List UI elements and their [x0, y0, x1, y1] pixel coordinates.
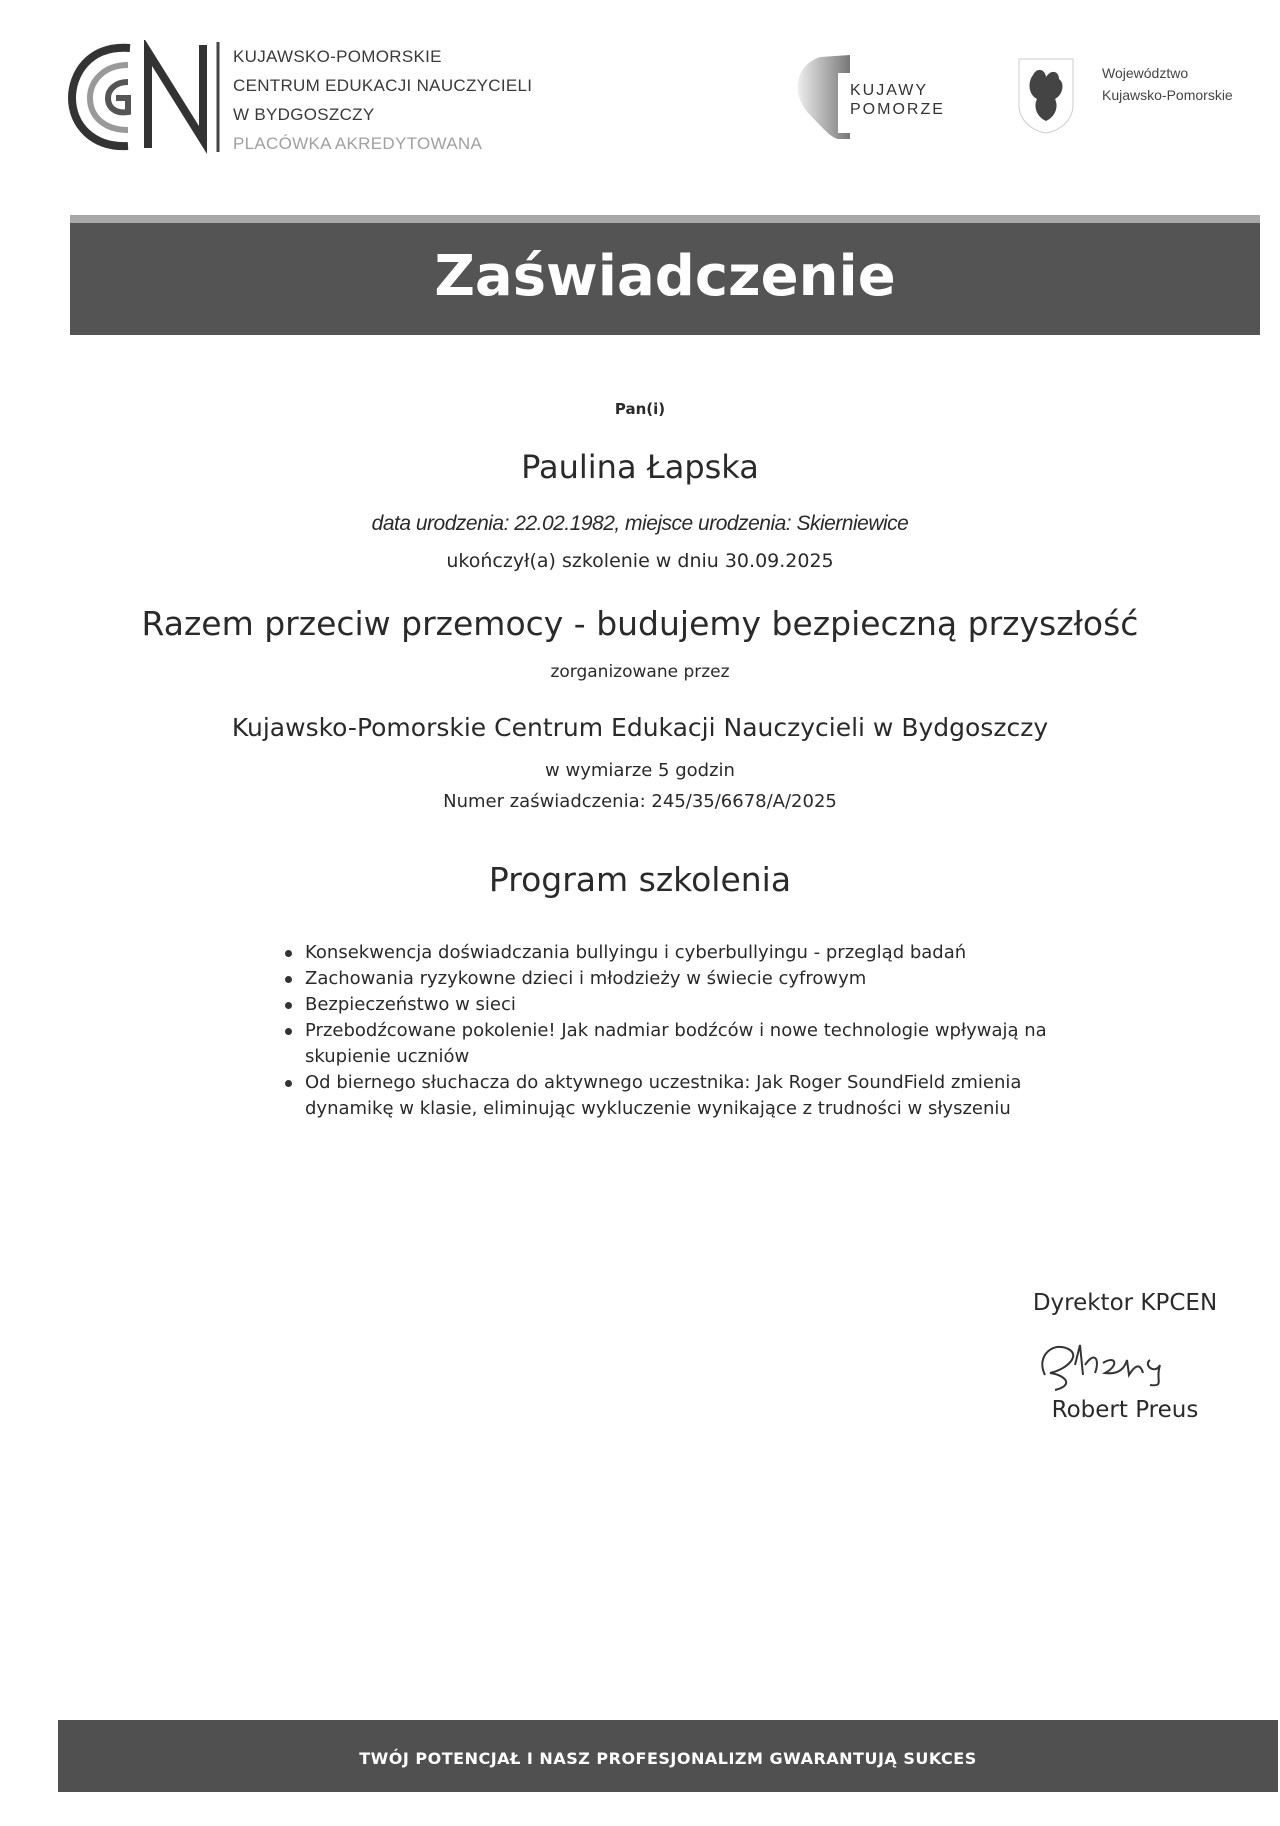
- list-item: Zachowania ryzykowne dzieci i młodzieży w świecie cyfrowym: [285, 966, 1065, 992]
- program-list: [285, 940, 1065, 1122]
- certificate-number: Numer zaświadczenia: 245/35/6678/A/2025: [443, 791, 837, 812]
- institution-line: W BYDGOSZCZY: [233, 105, 375, 124]
- cen-logo: [68, 40, 224, 155]
- voivodeship-crest-icon: [1015, 55, 1077, 135]
- organizer-name: Kujawsko-Pomorskie Centrum Edukacji Nauczycieli w Bydgoszczy: [231, 713, 1049, 742]
- list-item: Od biernego słuchacza do aktywnego uczestnika: Jak Roger SoundField zmienia dynamikę w klasie, eliminując wykluczenie wynikające z trudności w słyszeniu: [285, 1070, 1065, 1122]
- course-duration: w wymiarze 5 godzin: [545, 760, 735, 781]
- accreditation-label: PLACÓWKA AKREDYTOWANA: [233, 134, 483, 153]
- region-logo-line: POMORZE: [850, 101, 945, 118]
- list-item: Konsekwencja doświadczania bullyingu i cyberbullyingu - przegląd badań: [285, 940, 1065, 966]
- signatory-name: Robert Preus: [1051, 1397, 1199, 1423]
- birth-info: data urodzenia: 22.02.1982, miejsce urodzenia: Skierniewice: [371, 512, 909, 535]
- voivodeship-line: Województwo: [1102, 65, 1189, 81]
- handwritten-signature: [1025, 1335, 1215, 1395]
- kujawy-pomorze-logo: [790, 55, 980, 140]
- footer-slogan: TWÓJ POTENCJAŁ I NASZ PROFESJONALIZM GWARANTUJĄ SUKCES: [359, 1749, 977, 1768]
- list-item: Przebodźcowane pokolenie! Jak nadmiar bodźców i nowe technologie wpływają na skupienie uczniów: [285, 1018, 1065, 1070]
- title-banner: [70, 215, 1260, 335]
- voivodeship-line: Kujawsko-Pomorskie: [1102, 87, 1233, 103]
- institution-line: KUJAWSKO-POMORSKIE: [233, 47, 442, 66]
- list-item: Bezpieczeństwo w sieci: [285, 992, 1065, 1018]
- region-logo-line: KUJAWY: [850, 82, 929, 99]
- voivodeship-name: [1102, 62, 1233, 106]
- document-title: Zaświadczenie: [434, 244, 896, 309]
- course-title: Razem przeciw przemocy - budujemy bezpieczną przyszłość: [141, 604, 1139, 643]
- salutation: Pan(i): [614, 400, 666, 418]
- signatory-role: Dyrektor KPCEN: [1032, 1290, 1218, 1316]
- institution-name: [233, 42, 532, 158]
- recipient-name: Paulina Łapska: [521, 448, 759, 486]
- institution-line: CENTRUM EDUKACJI NAUCZYCIELI: [233, 76, 533, 95]
- completion-date: ukończył(a) szkolenie w dniu 30.09.2025: [446, 550, 834, 572]
- footer-banner: [58, 1720, 1278, 1792]
- organized-by-label: zorganizowane przez: [550, 662, 730, 682]
- program-heading: Program szkolenia: [488, 860, 792, 899]
